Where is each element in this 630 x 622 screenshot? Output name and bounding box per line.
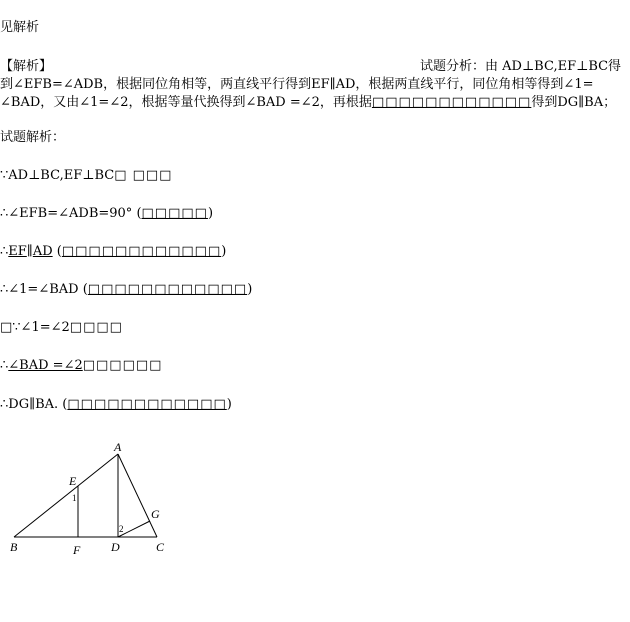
analysis-line-3-conclusion: 得到DG∥BA；	[531, 95, 617, 110]
label-e: E	[69, 474, 77, 488]
step-3-therefore: ∴	[0, 244, 9, 259]
label-a: A	[114, 440, 122, 454]
step-4-close: )	[247, 282, 253, 297]
step-2-close: )	[207, 206, 214, 221]
step-3-parallel: ∥	[26, 244, 33, 259]
step-6-reason: □□□□□□	[82, 358, 163, 373]
step-7-close: )	[226, 397, 232, 412]
label-c: C	[156, 540, 165, 554]
label-angle-2: 2	[119, 524, 124, 534]
label-b: B	[10, 540, 18, 554]
answer-title: 见解析	[0, 20, 40, 35]
label-f: F	[73, 543, 81, 557]
label-d: D	[111, 540, 120, 554]
step-5-statement: □∵∠1=∠2	[0, 320, 70, 335]
step-2-statement: ∴∠EFB=∠ADB=90° (	[0, 206, 142, 221]
solution-step-3	[0, 244, 226, 260]
segment-ba	[14, 454, 118, 537]
step-3-line-ef: EF	[8, 244, 27, 259]
label-g: G	[151, 507, 160, 521]
analysis-line-2: 到∠EFB=∠ADB，根据同位角相等，两直线平行得到EF∥AD，根据两直线平行，同位角相等得到∠1=	[0, 77, 594, 92]
analysis-line-3-reason: □□□□□□□□□□□□	[371, 95, 532, 110]
solution-step-1	[0, 168, 172, 184]
solution-step-5	[0, 320, 123, 336]
geometry-figure	[0, 440, 180, 562]
step-3-close: )	[221, 244, 227, 259]
label-angle-1: 1	[72, 493, 77, 503]
analysis-intro: 试题分析：由 AD⊥BC,EF⊥BC得	[420, 59, 622, 74]
step-3-line-ad: AD	[32, 244, 53, 259]
step-1-statement: ∵AD⊥BC,EF⊥BC	[0, 168, 115, 183]
solution-step-4	[0, 282, 252, 298]
solution-heading: 试题解析：	[0, 130, 66, 145]
solution-step-2	[0, 206, 213, 222]
step-7-statement: ∴DG∥BA. (	[0, 397, 68, 412]
step-6-therefore: ∴	[0, 358, 9, 373]
analysis-label: 【解析】	[0, 59, 53, 74]
step-4-reason: □□□□□□□□□□□□	[87, 282, 248, 297]
step-1-reason: □ □□□	[114, 168, 173, 183]
step-4-statement: ∴∠1=∠BAD (	[0, 282, 88, 297]
solution-step-7	[0, 397, 232, 413]
analysis-line-3	[0, 95, 616, 111]
segment-ac	[118, 454, 157, 537]
solution-step-6	[0, 358, 162, 374]
step-2-reason: □□□□□	[141, 206, 208, 221]
step-6-statement: ∠BAD =∠2	[8, 358, 83, 373]
step-5-reason: □□□□	[69, 320, 123, 335]
step-7-reason: □□□□□□□□□□□□	[67, 397, 227, 412]
step-3-reason: □□□□□□□□□□□□	[61, 244, 222, 259]
step-3-open: (	[52, 244, 62, 259]
analysis-line-3-text: ∠BAD，又由∠1=∠2，根据等量代换得到∠BAD =∠2，再根据	[0, 95, 372, 110]
